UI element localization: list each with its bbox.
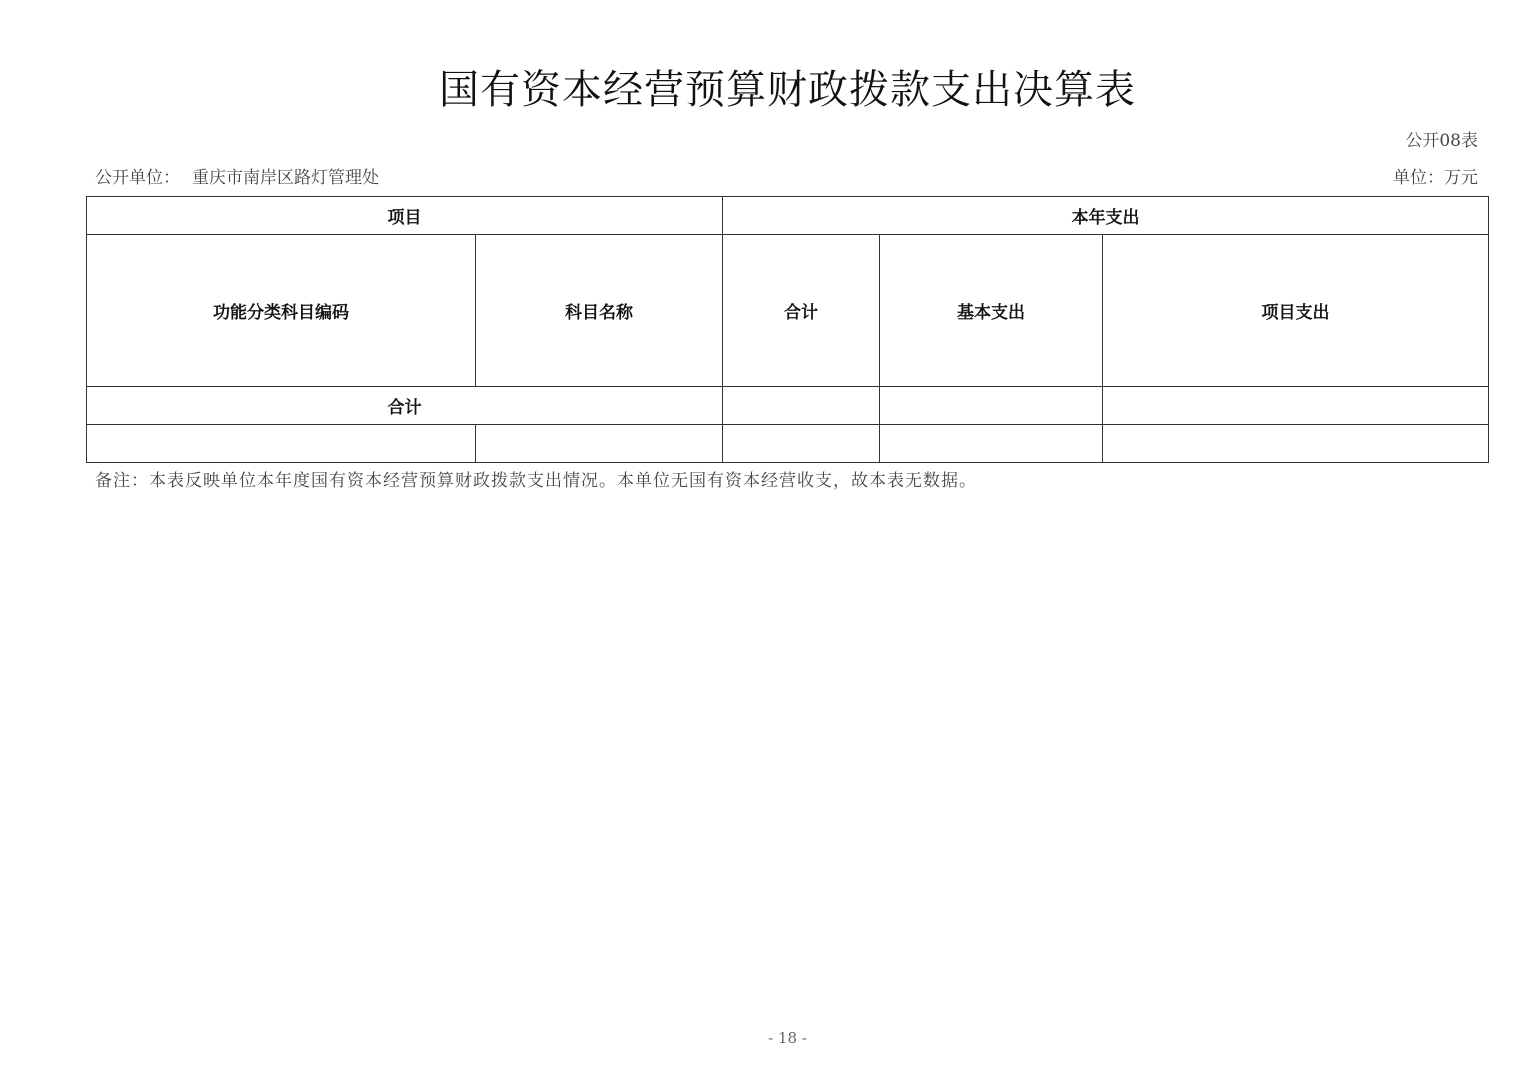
basic-expenditure-cell — [880, 425, 1103, 463]
total-cell — [723, 387, 880, 425]
header-project: 项目 — [87, 197, 723, 235]
table-row — [87, 425, 1489, 463]
form-number: 公开08表 — [1405, 131, 1478, 151]
header-basic-expenditure: 基本支出 — [880, 235, 1103, 387]
header-current-year-expenditure: 本年支出 — [723, 197, 1489, 235]
expenditure-table — [86, 196, 1489, 463]
column-header-row — [87, 235, 1489, 387]
page-title: 国有资本经营预算财政拨款支出决算表 — [439, 67, 1136, 113]
total-row — [87, 387, 1489, 425]
reporting-org — [95, 163, 379, 188]
group-header-row — [87, 197, 1489, 235]
header-project-expenditure: 项目支出 — [1103, 235, 1489, 387]
header-total: 合计 — [723, 235, 880, 387]
total-project-cell — [1103, 387, 1489, 425]
currency-unit: 单位：万元 — [1393, 168, 1478, 188]
total-row-label: 合计 — [87, 387, 723, 425]
org-name: 重庆市南岸区路灯管理处 — [192, 168, 379, 188]
total-cell — [723, 425, 880, 463]
total-basic-cell — [880, 387, 1103, 425]
project-expenditure-cell — [1103, 425, 1489, 463]
org-label: 公开单位： — [95, 168, 180, 188]
subject-name-cell — [476, 425, 723, 463]
table-note: 备注：本表反映单位本年度国有资本经营预算财政拨款支出情况。本单位无国有资本经营收支，故本表无数据。 — [95, 471, 977, 491]
function-code-cell — [87, 425, 476, 463]
page-number: - 18 - — [768, 1029, 807, 1047]
header-function-code: 功能分类科目编码 — [87, 235, 476, 387]
header-subject-name: 科目名称 — [476, 235, 723, 387]
